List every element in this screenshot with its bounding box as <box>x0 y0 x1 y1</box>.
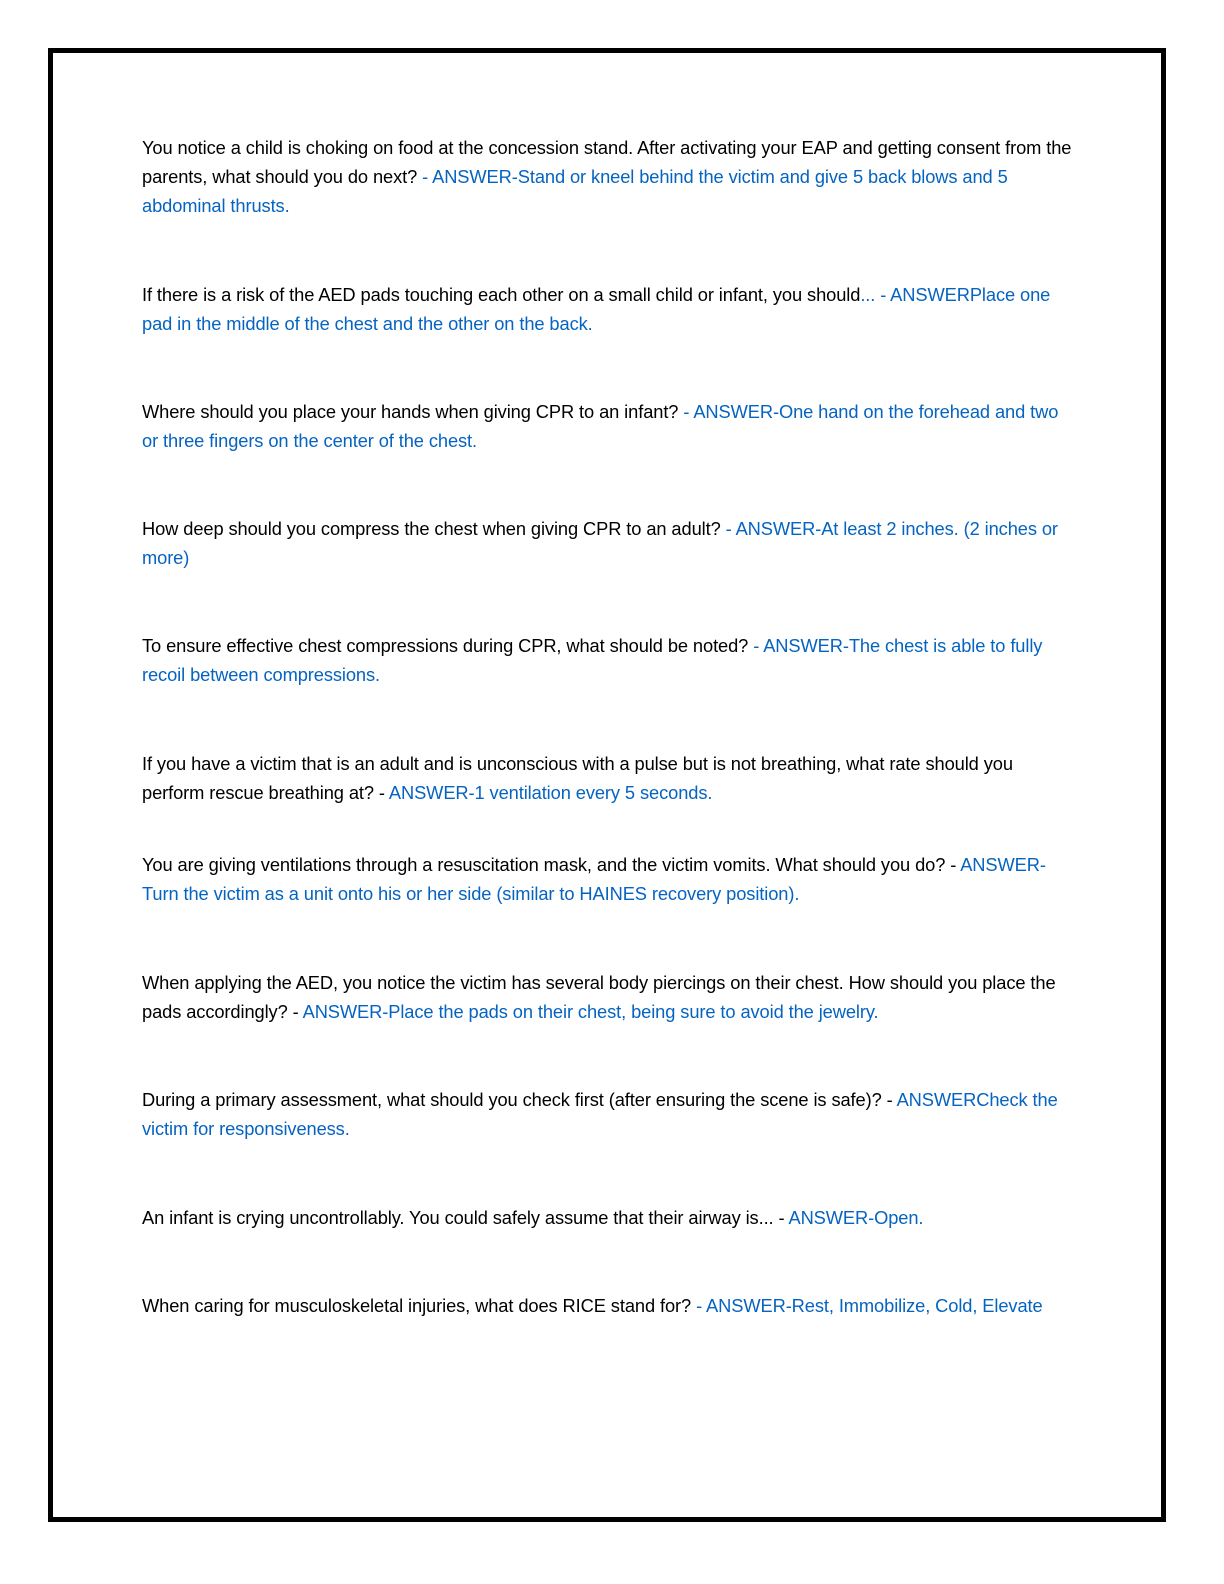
answer: - ANSWER-At least 2 inches. (2 inches or more) <box>142 518 1058 568</box>
qa-item-9 <box>142 1085 1077 1143</box>
question: When caring for musculoskeletal injuries, what does RICE stand for? <box>142 1295 697 1316</box>
answer: ANSWERCheck the victim for responsiveness. <box>142 1089 1058 1139</box>
qa-item-8 <box>142 968 1077 1026</box>
answer: - ANSWER-One hand on the forehead and two or three fingers on the center of the chest. <box>142 401 1059 451</box>
answer: ANSWER-1 ventilation every 5 seconds. <box>388 782 713 803</box>
qa-item-10 <box>142 1203 1077 1232</box>
answer: ... - ANSWERPlace one pad in the middle of the chest and the other on the back. <box>142 284 1051 334</box>
question: If you have a victim that is an adult and is unconscious with a pulse but is not breathing, what rate should you perform rescue breathing at? - <box>142 753 1013 803</box>
qa-item-3 <box>142 397 1077 455</box>
question: Where should you place your hands when giving CPR to an infant? <box>142 401 684 422</box>
qa-item-1 <box>142 133 1077 220</box>
qa-item-5 <box>142 631 1077 689</box>
answer: - ANSWER-The chest is able to fully recoil between compressions. <box>142 635 1043 685</box>
question: To ensure effective chest compressions during CPR, what should be noted? <box>142 635 754 656</box>
qa-item-11 <box>142 1291 1077 1320</box>
question: If there is a risk of the AED pads touching each other on a small child or infant, you should <box>142 284 861 305</box>
answer: ANSWER-Turn the victim as a unit onto his or her side (similar to HAINES recovery position). <box>142 854 1046 904</box>
qa-item-7 <box>142 850 1077 908</box>
answer: - ANSWER-Rest, Immobilize, Cold, Elevate <box>696 1295 1043 1316</box>
question: An infant is crying uncontrollably. You could safely assume that their airway is... - <box>142 1207 789 1228</box>
question: During a primary assessment, what should you check first (after ensuring the scene is safe)? - <box>142 1089 897 1110</box>
answer: ANSWER-Place the pads on their chest, being sure to avoid the jewelry. <box>302 1001 879 1022</box>
answer: ANSWER-Open. <box>788 1207 924 1228</box>
question: You are giving ventilations through a resuscitation mask, and the victim vomits. What should you do? - <box>142 854 961 875</box>
question: You notice a child is choking on food at the concession stand. After activating your EAP and getting consent from the parents, what should you do next? <box>142 137 1072 187</box>
question: How deep should you compress the chest when giving CPR to an adult? <box>142 518 726 539</box>
answer: - ANSWER-Stand or kneel behind the victim and give 5 back blows and 5 abdominal thrusts. <box>142 166 1008 216</box>
question: When applying the AED, you notice the victim has several body piercings on their chest. How should you place the pads accordingly? - <box>142 972 1056 1022</box>
qa-item-4 <box>142 514 1077 572</box>
qa-item-6 <box>142 749 1077 807</box>
qa-item-2 <box>142 280 1077 338</box>
